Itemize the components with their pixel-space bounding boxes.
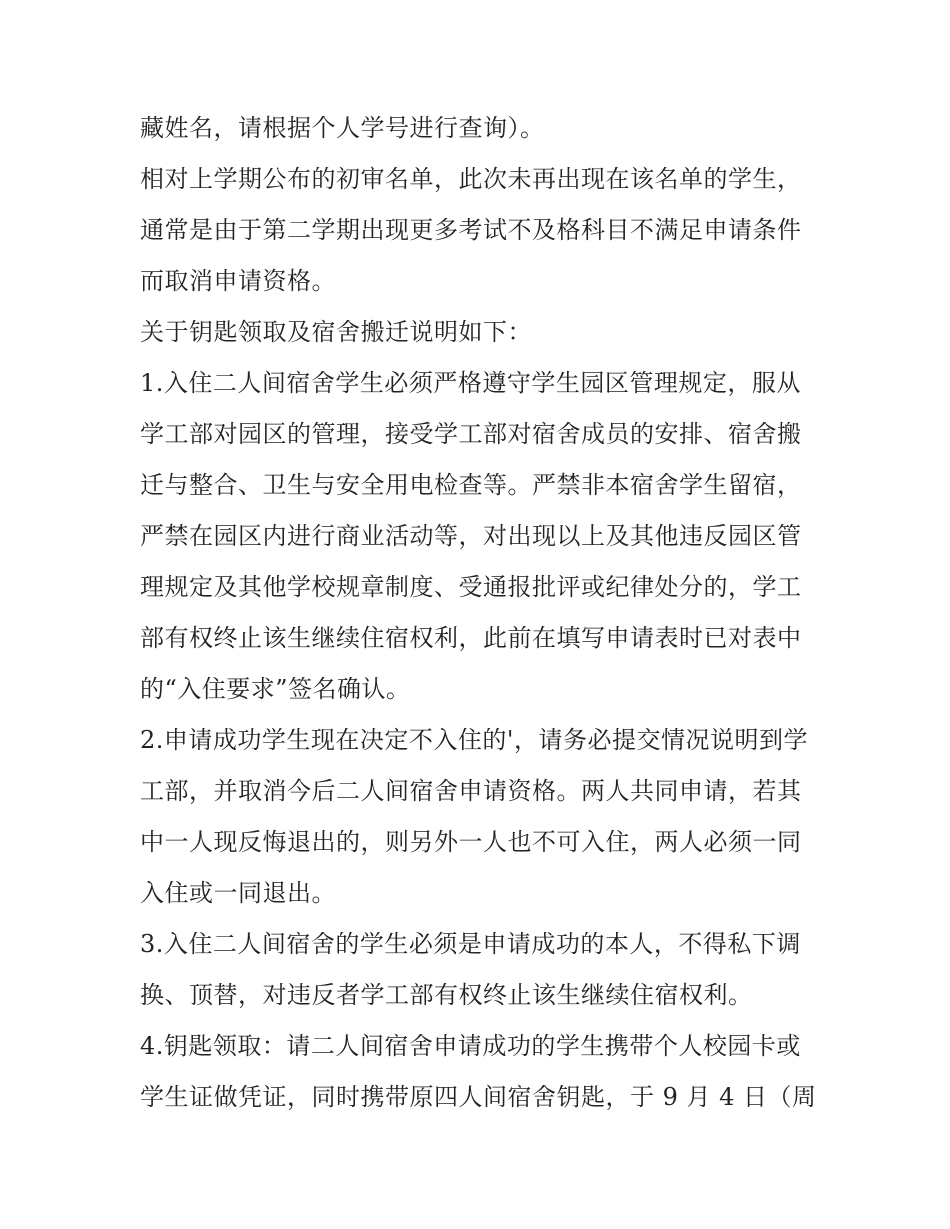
text-line: 3.入住二人间宿舍的学生必须是申请成功的本人，不得私下调 xyxy=(140,930,801,958)
text-line: 关于钥匙领取及宿舍搬迁说明如下： xyxy=(140,318,532,346)
text-line: 迁与整合、卫生与安全用电检查等。严禁非本宿舍学生留宿， xyxy=(140,471,802,499)
document-body xyxy=(140,103,820,1123)
text-line: 换、顶替，对违反者学工部有权终止该生继续住宿权利。 xyxy=(140,981,753,1009)
text-line: 严禁在园区内进行商业活动等，对出现以上及其他违反园区管 xyxy=(140,522,802,550)
text-line: 而取消申请资格。 xyxy=(140,267,336,295)
text-line: 入住或一同退出。 xyxy=(140,879,336,907)
text-line: 4.钥匙领取：请二人间宿舍申请成功的学生携带个人校园卡或 xyxy=(140,1032,801,1060)
text-line: 中一人现反悔退出的，则另外一人也不可入住，两人必须一同 xyxy=(140,828,802,856)
text-line: 学生证做凭证，同时携带原四人间宿舍钥匙，于 9 月 4 日（周 xyxy=(140,1083,817,1111)
text-line: 学工部对园区的管理，接受学工部对宿舍成员的安排、宿舍搬 xyxy=(140,420,802,448)
text-line: 相对上学期公布的初审名单，此次未再出现在该名单的学生， xyxy=(140,165,802,193)
text-line: 藏姓名，请根据个人学号进行查询）。 xyxy=(140,114,545,142)
text-line: 通常是由于第二学期出现更多考试不及格科目不满足申请条件 xyxy=(140,216,802,244)
text-line: 1.入住二人间宿舍学生必须严格遵守学生园区管理规定，服从 xyxy=(140,369,801,397)
text-line: 工部，并取消今后二人间宿舍申请资格。两人共同申请，若其 xyxy=(140,777,802,805)
text-line: 理规定及其他学校规章制度、受通报批评或纪律处分的，学工 xyxy=(140,573,802,601)
text-line: 部有权终止该生继续住宿权利，此前在填写申请表时已对表中 xyxy=(140,624,802,652)
text-line: 2.申请成功学生现在决定不入住的'，请务必提交情况说明到学 xyxy=(140,726,808,754)
text-line: 的“入住要求”签名确认。 xyxy=(140,675,411,703)
